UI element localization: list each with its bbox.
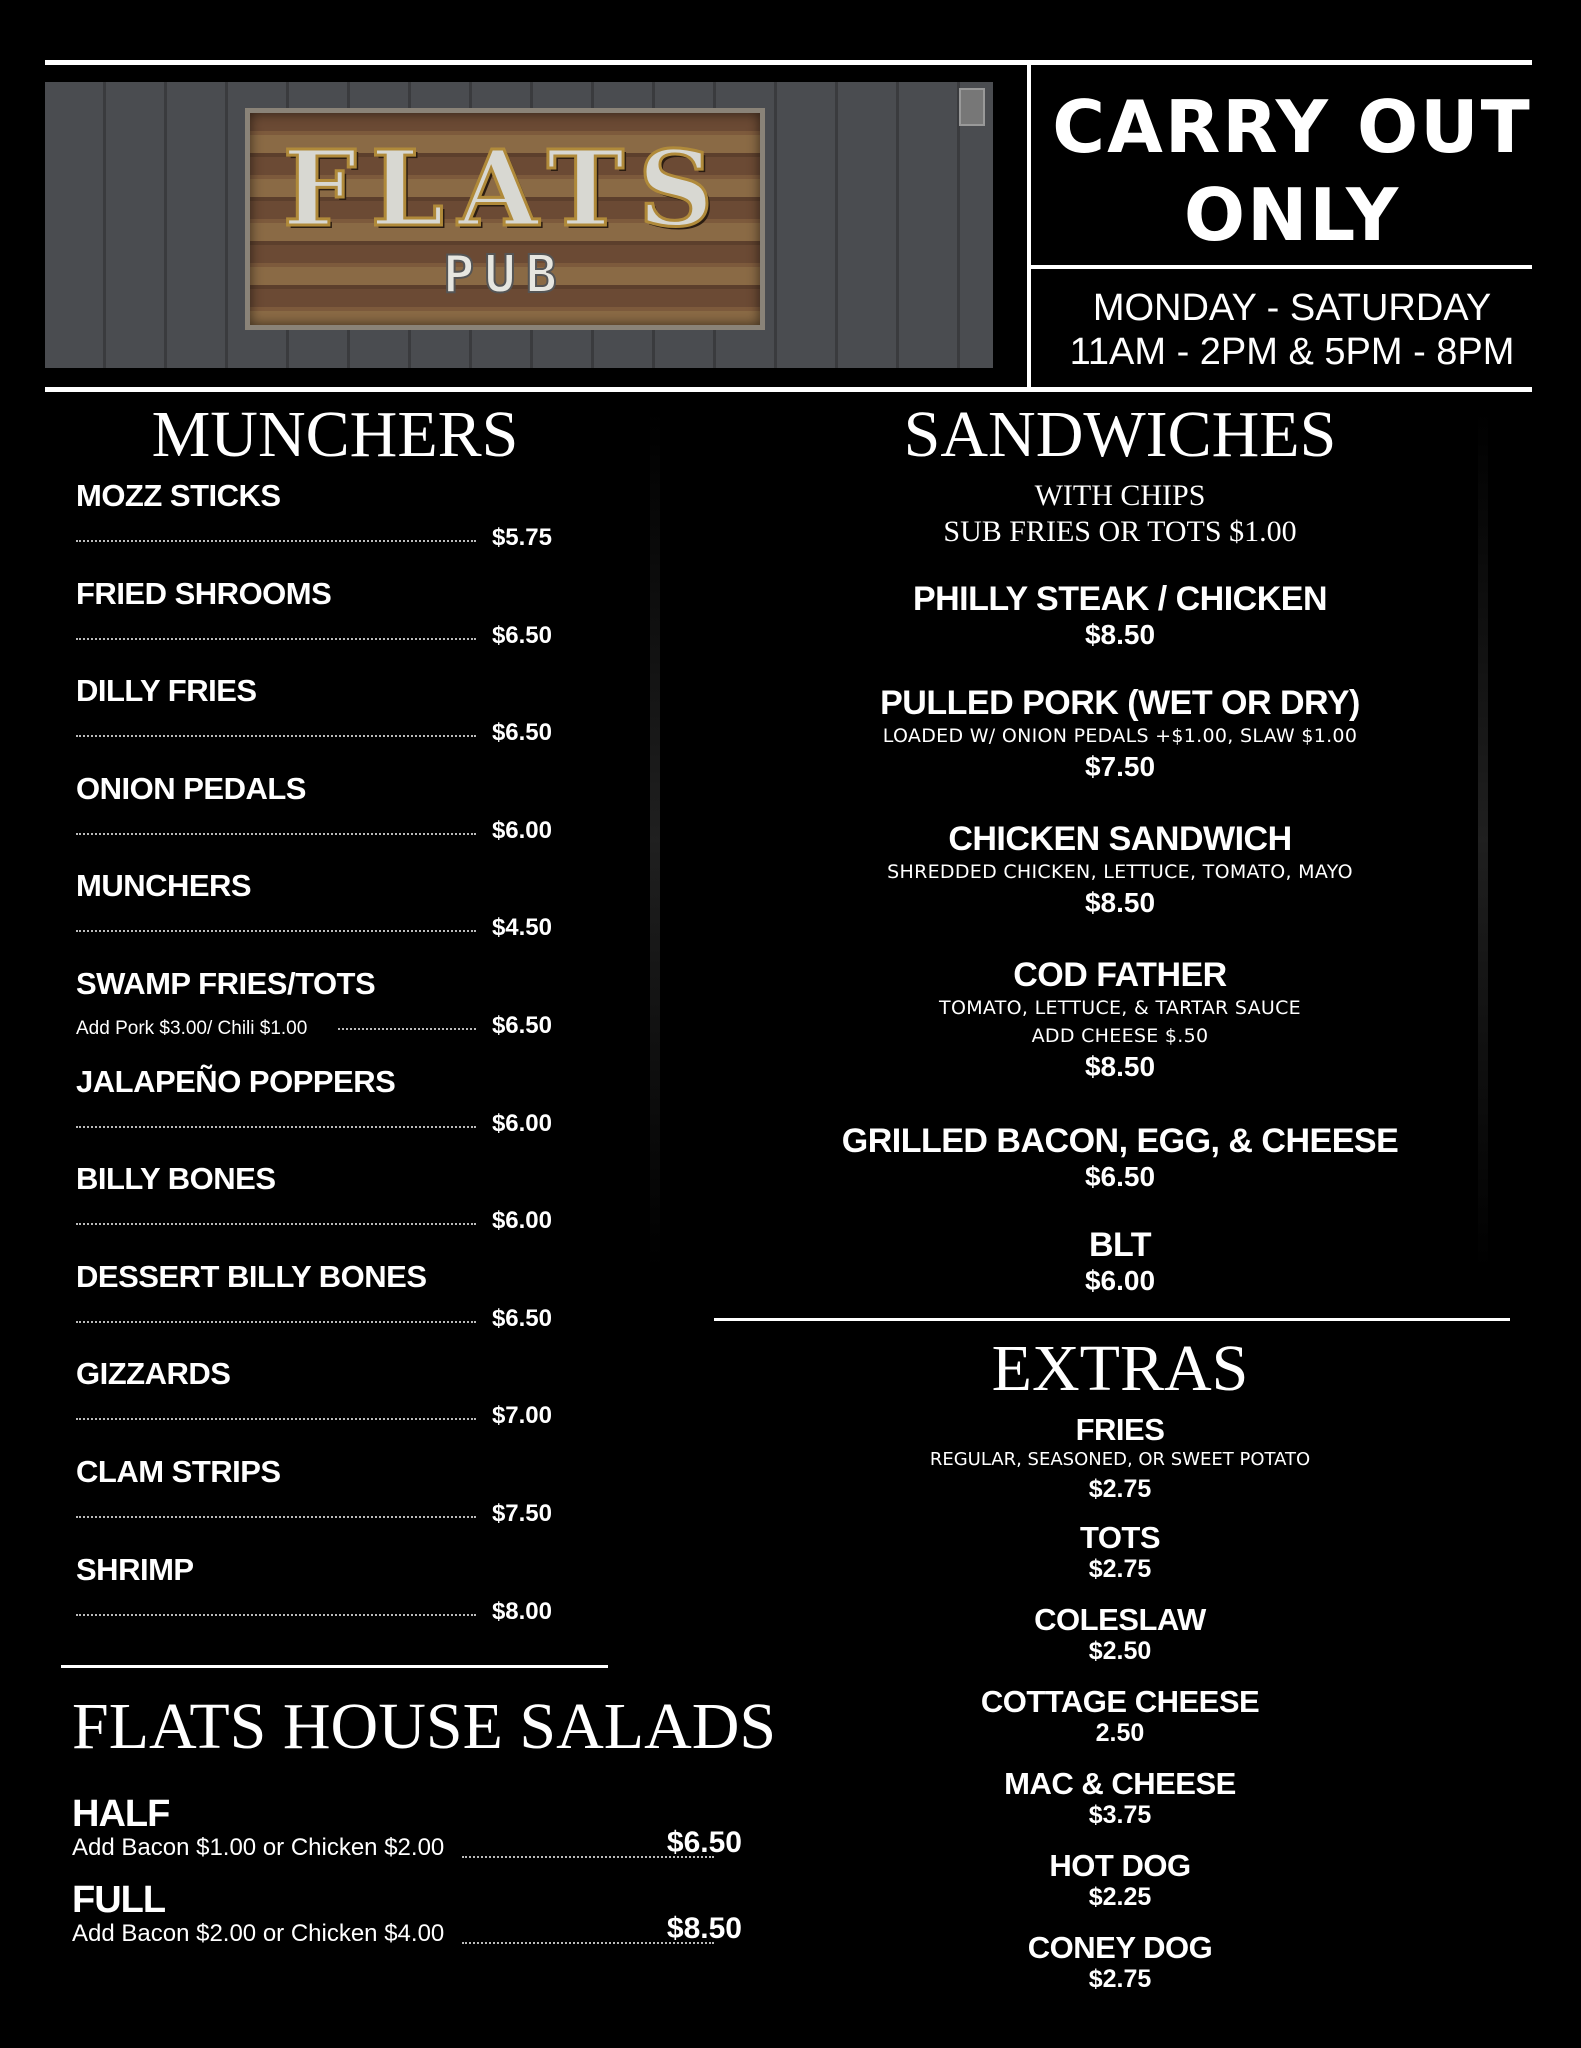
sandwich-name: PULLED PORK (WET OR DRY) — [880, 684, 1360, 722]
header-bottom-rule — [45, 387, 1532, 392]
extra-item — [860, 1686, 1380, 1748]
muncher-price: $6.50 — [491, 719, 552, 747]
extra-price: $2.75 — [1088, 1475, 1152, 1503]
muncher-item — [76, 966, 552, 1064]
salad-size: HALF — [72, 1793, 170, 1835]
muncher-item — [76, 1454, 552, 1552]
muncher-price: $8.00 — [491, 1597, 552, 1625]
sandwich-name: GRILLED BACON, EGG, & CHEESE — [841, 1122, 1399, 1160]
leader-dots — [76, 1223, 476, 1225]
sandwich-item — [760, 820, 1480, 920]
header-divider — [1027, 65, 1031, 387]
muncher-price: $6.00 — [491, 1207, 552, 1235]
carry-out-line1: CARRY OUT — [1052, 85, 1532, 169]
extra-price: $2.75 — [1088, 1555, 1152, 1583]
muncher-name: JALAPEÑO POPPERS — [76, 1063, 396, 1099]
extra-desc: REGULAR, SEASONED, OR SWEET POTATO — [929, 1449, 1311, 1470]
muncher-price: $6.50 — [491, 1304, 552, 1332]
muncher-item — [76, 673, 552, 771]
extra-item — [860, 1414, 1380, 1504]
leader-dots — [76, 735, 476, 737]
panel-sheen-left — [650, 410, 660, 1270]
extra-name: FRIES — [1075, 1412, 1165, 1447]
salads-title: FLATS HOUSE SALADS — [72, 1690, 777, 1763]
extra-price: $2.25 — [1088, 1883, 1152, 1911]
leader-dots — [76, 1321, 476, 1323]
sandwich-name: COD FATHER — [1013, 956, 1227, 994]
muncher-item — [76, 868, 552, 966]
sandwich-price: $7.50 — [1084, 751, 1156, 782]
sandwich-item — [760, 684, 1480, 784]
top-rule — [45, 60, 1532, 65]
sandwich-price: $6.00 — [1084, 1265, 1156, 1296]
leader-dots — [76, 1418, 476, 1420]
sandwich-price: $8.50 — [1084, 887, 1156, 918]
salad-item — [72, 1794, 742, 1874]
sandwich-desc: TOMATO, LETTUCE, & TARTAR SAUCE — [939, 997, 1301, 1019]
sandwiches-note-sub: SUB FRIES OR TOTS $1.00 — [943, 515, 1297, 548]
munchers-title: MUNCHERS — [151, 398, 519, 471]
salad-size: FULL — [72, 1879, 166, 1921]
sandwich-item — [760, 1122, 1480, 1194]
leader-dots — [76, 930, 476, 932]
muncher-name: SHRIMP — [76, 1551, 194, 1587]
leader-dots — [76, 1516, 476, 1518]
extras-title: EXTRAS — [991, 1332, 1249, 1405]
extra-name: MAC & CHEESE — [1004, 1766, 1236, 1801]
extra-price: $2.50 — [1088, 1637, 1152, 1665]
leader-dots — [76, 1126, 476, 1128]
muncher-name: DILLY FRIES — [76, 673, 257, 709]
sandwich-name: BLT — [1088, 1226, 1152, 1264]
sandwich-item — [760, 580, 1480, 652]
sandwich-desc: SHREDDED CHICKEN, LETTUCE, TOMATO, MAYO — [887, 861, 1353, 883]
muncher-price: $5.75 — [491, 524, 552, 551]
carry-out-rule — [1031, 265, 1532, 269]
sandwiches-note — [760, 478, 1480, 550]
muncher-price: $7.00 — [491, 1402, 552, 1430]
extra-name: COLESLAW — [1034, 1602, 1206, 1637]
extra-item — [860, 1522, 1380, 1584]
muncher-name: ONION PEDALS — [76, 770, 306, 806]
salad-addon: Add Bacon $2.00 or Chicken $4.00 — [72, 1920, 445, 1947]
muncher-item — [76, 771, 552, 869]
muncher-addon: Add Pork $3.00/ Chili $1.00 — [76, 1018, 308, 1039]
leader-dots — [338, 1028, 476, 1030]
carry-out-line2: ONLY — [1183, 173, 1401, 257]
muncher-price: $6.00 — [491, 816, 552, 844]
sandwiches-note-chips: WITH CHIPS — [1034, 479, 1206, 512]
leader-dots — [76, 1614, 476, 1616]
muncher-name: BILLY BONES — [76, 1161, 276, 1197]
muncher-name: CLAM STRIPS — [76, 1454, 281, 1489]
sandwich-price: $8.50 — [1084, 1051, 1156, 1082]
sign-pub-text: PUB — [443, 245, 567, 305]
salad-item — [72, 1880, 742, 1960]
salads-rule — [61, 1665, 608, 1668]
extra-name: TOTS — [1079, 1520, 1161, 1555]
extra-item — [860, 1768, 1380, 1830]
muncher-name: DESSERT BILLY BONES — [76, 1258, 427, 1294]
muncher-item — [76, 1161, 552, 1259]
muncher-item — [76, 1259, 552, 1357]
sign-flats-text: FLATS — [282, 127, 728, 250]
muncher-item — [76, 576, 552, 674]
sandwich-price: $8.50 — [1084, 619, 1156, 650]
sandwiches-title: SANDWICHES — [903, 398, 1337, 471]
extra-price: $3.75 — [1088, 1801, 1152, 1829]
muncher-item — [76, 1356, 552, 1454]
muncher-price: $4.50 — [491, 914, 552, 942]
open-hours: 11AM - 2PM & 5PM - 8PM — [1069, 331, 1515, 373]
muncher-name: MUNCHERS — [76, 868, 252, 904]
salad-addon: Add Bacon $1.00 or Chicken $2.00 — [72, 1834, 445, 1861]
muncher-price: $7.50 — [491, 1500, 552, 1527]
muncher-price: $6.50 — [491, 1012, 552, 1039]
muncher-price: $6.00 — [491, 1109, 552, 1137]
leader-dots — [76, 833, 476, 835]
muncher-item — [76, 1064, 552, 1162]
muncher-item — [76, 478, 552, 576]
muncher-name: MOZZ STICKS — [76, 478, 281, 513]
extra-item — [860, 1604, 1380, 1666]
salad-price: $8.50 — [666, 1912, 742, 1945]
sandwich-item — [760, 956, 1480, 1084]
extra-item — [860, 1932, 1380, 1994]
sandwich-desc-extra: ADD CHEESE $.50 — [1031, 1025, 1209, 1047]
sandwich-price: $6.50 — [1084, 1161, 1156, 1192]
extra-name: CONEY DOG — [1027, 1930, 1213, 1965]
wooden-sign — [245, 108, 765, 330]
extra-price: $2.75 — [1088, 1965, 1152, 1993]
leader-dots — [76, 638, 476, 640]
pub-sign-photo — [45, 82, 993, 368]
muncher-name: SWAMP FRIES/TOTS — [76, 966, 376, 1001]
muncher-name: GIZZARDS — [76, 1356, 231, 1392]
muncher-item — [76, 1552, 552, 1650]
muncher-price: $6.50 — [491, 621, 552, 649]
sandwich-desc: LOADED W/ ONION PEDALS +$1.00, SLAW $1.00 — [882, 725, 1358, 747]
salad-price: $6.50 — [666, 1826, 742, 1859]
sandwich-name: CHICKEN SANDWICH — [948, 820, 1292, 858]
lamp-icon — [959, 88, 985, 126]
extra-name: HOT DOG — [1049, 1848, 1191, 1883]
leader-dots — [76, 540, 476, 542]
extra-price: 2.50 — [1095, 1719, 1145, 1747]
extra-name: COTTAGE CHEESE — [980, 1684, 1260, 1719]
sandwich-name: PHILLY STEAK / CHICKEN — [912, 580, 1328, 618]
extra-item — [860, 1850, 1380, 1912]
sandwich-item — [760, 1226, 1480, 1298]
muncher-name: FRIED SHROOMS — [76, 575, 332, 611]
open-days: MONDAY - SATURDAY — [1092, 287, 1492, 329]
extras-rule — [714, 1318, 1510, 1321]
